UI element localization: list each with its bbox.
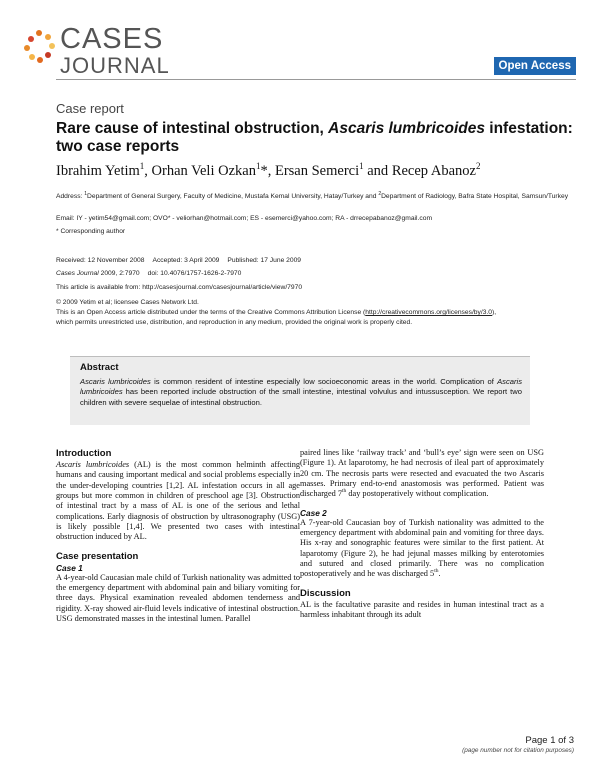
title-italic: Ascaris lumbricoides [328, 120, 485, 137]
author-affiliation: 1 [139, 161, 145, 171]
introduction-heading: Introduction [56, 448, 112, 459]
logo-word-cases: CASES [60, 23, 164, 55]
received-date: Received: 12 November 2008 [56, 257, 145, 264]
corresponding-mark: * [260, 162, 268, 179]
article-availability: This article is available from: http://casesjournal.com/casesjournal/article/view/7970 [56, 284, 303, 291]
license-text-start: This is an Open Access article distributed under the terms of the Creative Commons Attribution License ( [56, 309, 366, 316]
logo-dot [28, 36, 34, 42]
case-2-heading: Case 2 [300, 507, 327, 518]
case-2-paragraph [300, 518, 544, 580]
article-dates [56, 256, 576, 266]
author-emails: Email: IY - yetim54@gmail.com; OVO* - veliorhan@hotmail.com; ES - esemerci@yahoo.com; RA - drrecepabanoz@gmail.com [56, 215, 433, 222]
author-separator: , [144, 162, 152, 179]
case-presentation-heading: Case presentation [56, 550, 139, 562]
license-link[interactable]: http://creativecommons.org/licenses/by/3.0 [365, 309, 493, 316]
abstract-part: has been reported include obstruction of the small intestine, intestinal volvulus and intussusception. We report two children with severe sequelae of intestinal obstruction. [80, 387, 522, 407]
accepted-date: Accepted: 3 April 2009 [152, 257, 220, 264]
author-name: Ersan Semerci [274, 162, 360, 179]
case-1-paragraph: A 4-year-old Caucasian male child of Turkish nationality was admitted to the emergency department with abdominal pain and biliary vomiting for three days. Physical examination revealed abdomen tenderness and rigidity. X-ray showed air-fluid levels indicative of intestinal obstruction. USG demonstrated masses in the intestinal lumen. Parallel [56, 572, 300, 624]
abstract-italic: Ascaris lumbricoides [80, 377, 522, 397]
license-text-line2: which permits unrestricted use, distribution, and reproduction in any medium, provided the original work is properly cited. [56, 318, 413, 326]
author-list [56, 157, 586, 180]
address-part: Department of General Surgery, Faculty of Medicine, Mustafa Kemal University, Hatay/Turkey and [87, 193, 379, 201]
author-affiliation: 1 [359, 161, 364, 171]
open-access-badge: Open Access [494, 57, 576, 75]
logo-dot [36, 30, 42, 36]
copyright-line: © 2009 Yetim et al; licensee Cases Network Ltd. [56, 299, 199, 306]
header-divider [56, 79, 576, 80]
author-name: Ibrahim Yetim [56, 162, 140, 179]
author-name: Recep Abanoz [391, 162, 476, 179]
citation-volume: 2009, 2:7970 [98, 270, 140, 277]
intro-text: (AL) is the most common helminth affecting humans and causing important medical and social problems especially in the under-developing countries [1,2]. AL infestation occurs in all age groups but more common in children of preschool age [3]. Obstruction of intestinal tract by a mass of AL is one of the serious and lethal complications. Early diagnosis of obstruction by ultrasonography (USG) is likely possible [1,4]. We presented two cases with intestinal obstruction induced by AL. [56, 460, 300, 542]
address-label: Address: [56, 193, 85, 201]
author-addresses [56, 190, 576, 202]
title-prefix: Rare cause of intestinal obstruction, [56, 120, 329, 137]
author-separator: and [363, 162, 392, 179]
body-column-left [56, 448, 300, 624]
case-1-continued [300, 448, 544, 500]
citation-journal: Cases Journal [56, 270, 99, 277]
case-2-text: A 7-year-old Caucasian boy of Turkish nationality was admitted to the emergency department with abdominal pain and vomiting for three days. His x-ray and sonographic features were similar to the first patient. At laparotomy (Figure 2), he had jejunal masses milking by enterotomies and sutured and closed primarily. There was no complication postoperatively and he was discharged 5 [300, 517, 544, 579]
citation-line [56, 269, 576, 279]
logo-dot [24, 45, 30, 51]
journal-logo [22, 20, 222, 80]
logo-dot [49, 43, 55, 49]
author-name: Orhan Veli Ozkan [151, 162, 256, 179]
intro-italic: Ascaris lumbricoides [56, 460, 130, 469]
corresponding-author-note: * Corresponding author [56, 228, 126, 235]
logo-dot [45, 34, 51, 40]
license-text [56, 308, 576, 327]
author-affiliation: 1 [255, 161, 261, 171]
author-affiliation: 2 [475, 161, 481, 171]
case-2-text-end: . [438, 569, 441, 579]
discussion-heading: Discussion [300, 587, 351, 599]
case-1-cont-text: paired lines like ‘railway track’ and ‘bull’s eye’ sign were seen on USG (Figure 1). At laparotomy, he had necrosis of ileal part of approximately 20 cm. The necrosis parts were resected and evacuated the two Ascaris masses. Primary end-to-end anastomosis was performed. Patient was discharged 7 [300, 448, 544, 499]
case-1-cont-text-end: day postoperatively without complication. [346, 489, 489, 499]
published-date: Published: 17 June 2009 [227, 257, 302, 264]
abstract-box [70, 356, 530, 425]
page-number: Page 1 of 3 [525, 735, 574, 746]
logo-dot [29, 54, 35, 60]
abstract-text [80, 377, 522, 408]
abstract-part: is common resident of intestine especially low socioeconomic areas in the world. Complication of [150, 377, 498, 386]
license-text-end: ), [492, 309, 497, 316]
logo-dot-cluster-icon [22, 30, 58, 66]
discussion-paragraph: AL is the facultative parasite and resides in human intestinal tract as a harmless inhabitant through its adult [300, 599, 544, 620]
body-column-right [300, 448, 544, 620]
article-title [56, 120, 576, 156]
affiliation-number: 1 [84, 191, 88, 197]
ordinal-suffix: th [342, 488, 347, 495]
title-suffix: infestation: two case reports [56, 120, 573, 155]
address-part: Department of Radiology, Bafra State Hospital, Samsun/Turkey [381, 193, 569, 201]
case-1-heading: Case 1 [56, 562, 83, 573]
logo-dot [37, 57, 43, 63]
article-type: Case report [56, 101, 124, 116]
introduction-paragraph [56, 460, 300, 543]
abstract-heading: Abstract [80, 362, 119, 373]
ordinal-suffix: th [434, 568, 439, 575]
page-number-note: (page number not for citation purposes) [462, 747, 574, 754]
author-separator: , [267, 162, 275, 179]
doi: doi: 10.4076/1757-1626-2-7970 [147, 270, 242, 277]
affiliation-number: 2 [378, 191, 382, 197]
abstract-italic: Ascaris lumbricoides [80, 377, 151, 386]
logo-dot [45, 52, 51, 58]
logo-word-journal: JOURNAL [60, 53, 170, 78]
